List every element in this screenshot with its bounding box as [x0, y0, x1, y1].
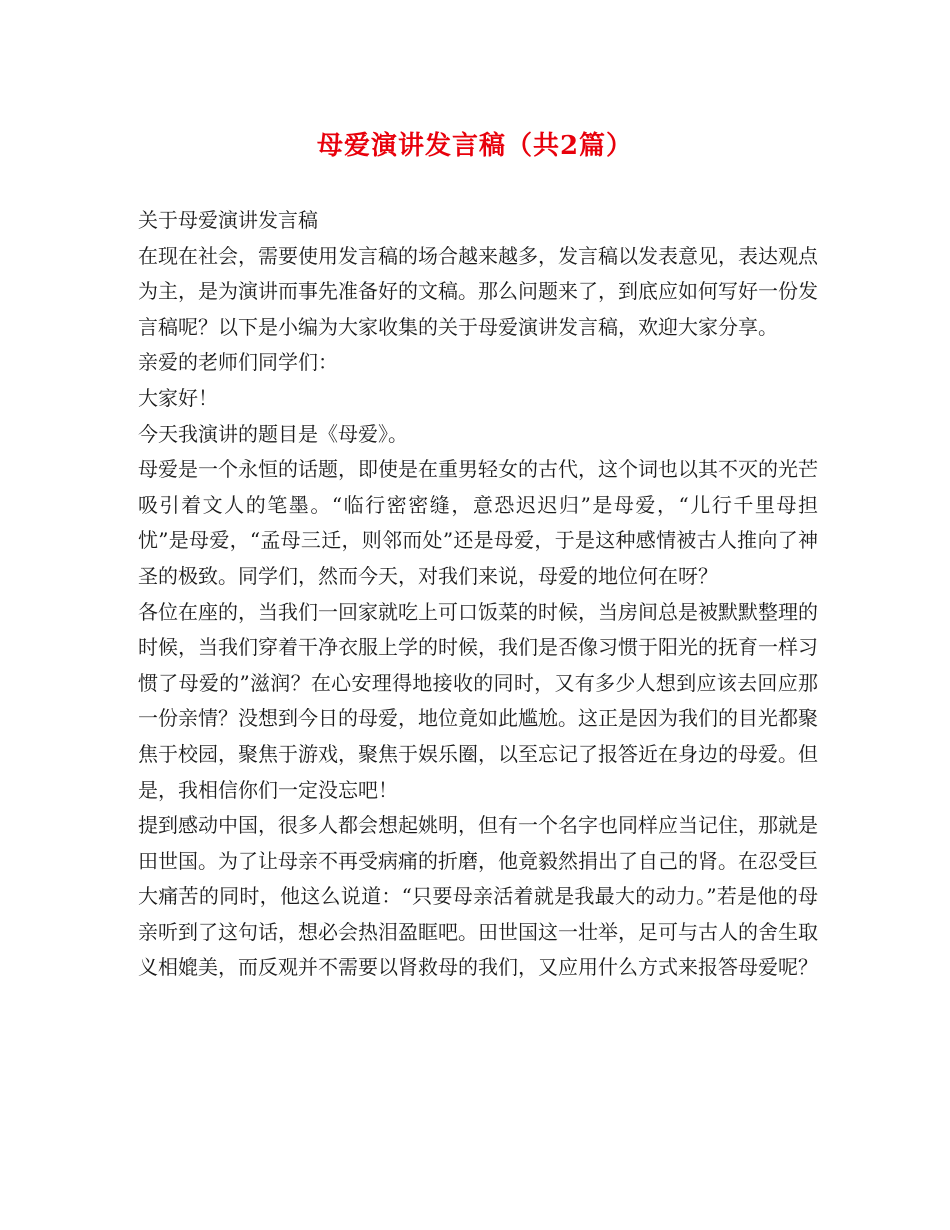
paragraph-salutation: 亲爱的老师们同学们：: [138, 350, 338, 375]
paragraph-heading: 关于母爱演讲发言稿: [138, 208, 318, 232]
paragraph-body: 提到感动中国，很多人都会想起姚明，但有一个名字也同样应当记住，那就是田世国。为了让母亲不再受病痛的折磨，他竟毅然捐出了自己的肾。在忍受巨大痛苦的同时，他这么说道：“只要母亲活着就是我最大的动力。”若是他的母亲听到了这句话，想必会热泪盈眶吧。田世国这一壮举，足可与古人的舍生取义相媲美，而反观并不需要以肾救母的我们，又应用什么方式来报答母爱呢？: [138, 813, 818, 980]
paragraph-intro: 在现在社会，需要使用发言稿的场合越来越多，发言稿以发表意见，表达观点为主，是为演讲而事先准备好的文稿。那么问题来了，到底应如何写好一份发言稿呢？以下是小编为大家收集的关于母爱演讲发言稿，欢迎大家分享。: [138, 243, 818, 339]
paragraph-topic: 今天我演讲的题目是《母爱》。: [138, 421, 408, 446]
document-body: [138, 203, 818, 986]
paragraph-body: 各位在座的，当我们一回家就吃上可口饭菜的时候，当房间总是被默默整理的时候，当我们穿着干净衣服上学的时候，我们是否像习惯于阳光的抚育一样习惯了母爱的”滋润？在心安理得地接收的同时，又有多少人想到应该去回应那一份亲情？没想到今日的母爱，地位竟如此尴尬。这正是因为我们的目光都聚焦于校园，聚焦于游戏，聚焦于娱乐圈，以至忘记了报答近在身边的母爱。但是，我相信你们一定没忘吧！: [138, 599, 818, 802]
paragraph-body: 母爱是一个永恒的话题，即使是在重男轻女的古代，这个词也以其不灭的光芒吸引着文人的笔墨。“临行密密缝，意恐迟迟归”是母爱，“儿行千里母担忧”是母爱，“孟母三迁，则邻而处”还是母爱，于是这种感情被古人推向了神圣的极致。同学们，然而今天，对我们来说，母爱的地位何在呀？: [138, 457, 818, 588]
document-title: 母爱演讲发言稿（共2篇）: [316, 131, 634, 161]
paragraph-greeting: 大家好！: [138, 385, 218, 410]
